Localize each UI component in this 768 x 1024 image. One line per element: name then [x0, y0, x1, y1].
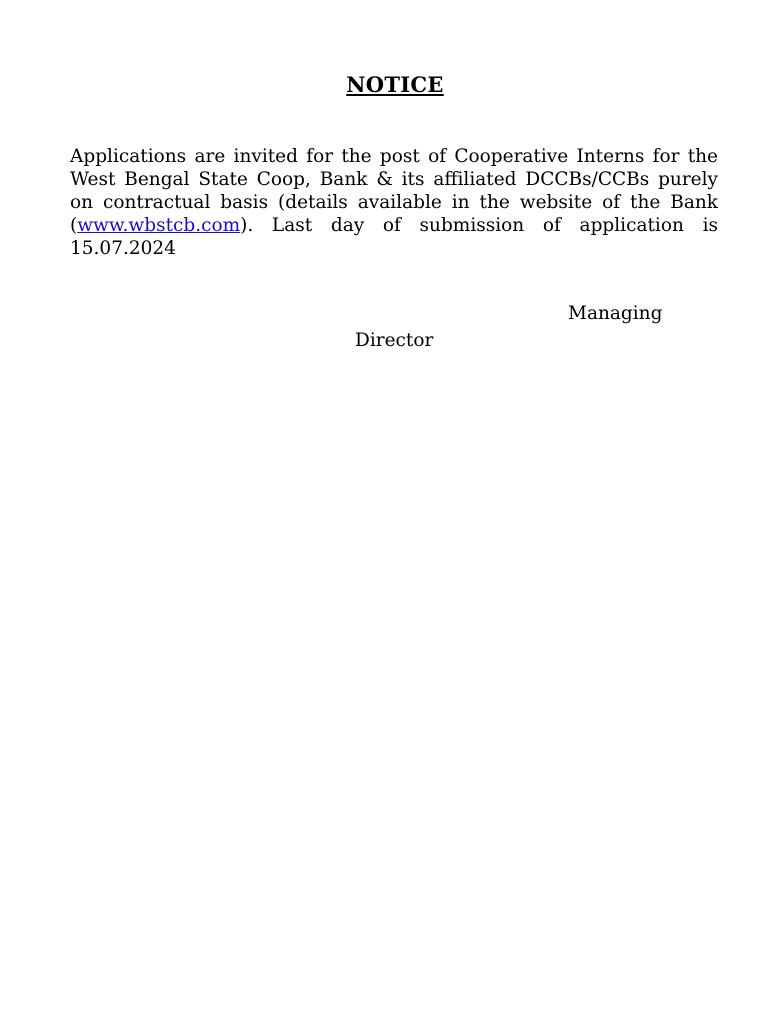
notice-body-text-end: ). Last day of submission of application is 15.07.2024: [70, 215, 718, 259]
signature-title-line1: Managing: [568, 303, 663, 324]
bank-website-link[interactable]: www.wbstcb.com: [77, 215, 241, 236]
signature-title-line2: Director: [355, 330, 434, 351]
notice-body: [70, 145, 718, 260]
notice-body-text-start: Applications are invited for the post of Cooperative Interns for the West Bengal State Coop, Bank & its affiliated DCCBs/CCBs purely on contractual basis (details available in the website of the Bank (: [70, 146, 718, 236]
notice-title: NOTICE: [346, 72, 444, 97]
